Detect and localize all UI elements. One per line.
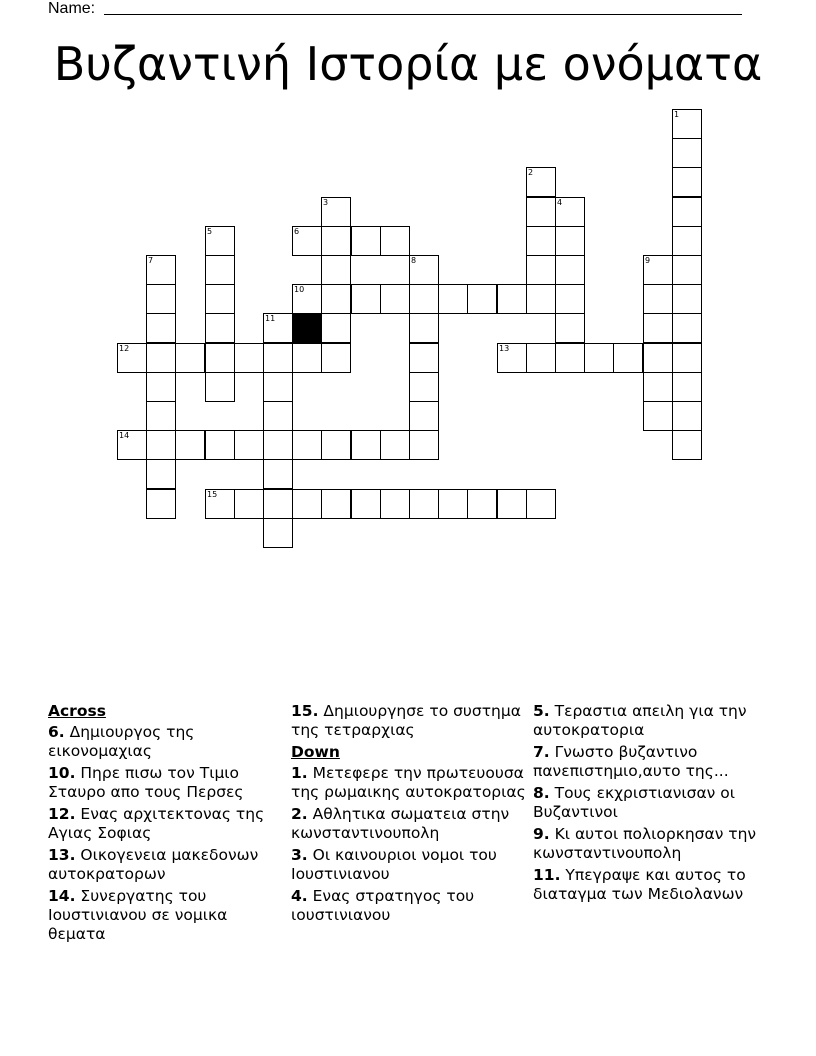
clue-number: 4. [291,887,308,905]
clue-number: 11. [533,866,561,884]
grid-cell[interactable] [146,313,176,343]
down-heading: Down [291,743,340,761]
clue-text: Γνωστο βυζαντινο πανεπιστημιο,αυτο της... [533,743,729,780]
clue-down-9 [533,825,773,863]
grid-cell[interactable] [438,489,468,519]
clue-number-label: 12 [119,344,130,353]
grid-cell[interactable] [321,255,351,285]
numbered-cell[interactable] [263,313,293,343]
numbered-cell[interactable] [409,255,439,285]
grid-cell[interactable] [672,284,702,314]
across-heading: Across [48,702,106,720]
clue-text: Υπεγραψε και αυτος το διαταγμα των Μεδιολανων [533,866,746,903]
numbered-cell[interactable] [205,489,235,519]
clue-text: Οι καινουριοι νομοι του Ιουστινιανου [291,846,497,883]
clue-down-3 [291,846,531,884]
grid-cell[interactable] [380,489,410,519]
clue-number-label: 3 [323,198,329,207]
grid-cell[interactable] [263,372,293,402]
puzzle-title: Βυζαντινή Ιστορία με ονόματα [53,37,763,91]
clue-number: 14. [48,887,76,905]
grid-cell[interactable] [643,401,673,431]
clue-number: 8. [533,784,550,802]
grid-cell[interactable] [526,226,556,256]
clues-column-2 [291,702,531,928]
clue-number: 15. [291,702,319,720]
grid-cell[interactable] [263,343,293,373]
grid-cell[interactable] [321,430,351,460]
clue-number: 9. [533,825,550,843]
clue-number: 13. [48,846,76,864]
numbered-cell[interactable] [555,197,585,227]
grid-cell[interactable] [526,343,556,373]
grid-cell[interactable] [351,430,381,460]
clue-text: Συνεργατης του Ιουστινιανου σε νομικα θεματα [48,887,228,943]
clue-number-label: 1 [674,110,680,119]
numbered-cell[interactable] [292,226,322,256]
clue-number: 7. [533,743,550,761]
clue-number: 10. [48,764,76,782]
grid-cell[interactable] [672,167,702,197]
grid-cell[interactable] [321,489,351,519]
grid-cell[interactable] [175,343,205,373]
clue-down-1 [291,764,531,802]
grid-cell[interactable] [351,489,381,519]
grid-cell[interactable] [234,430,264,460]
grid-cell[interactable] [321,226,351,256]
grid-cell[interactable] [497,284,527,314]
clue-down-5 [533,702,773,740]
clue-number: 2. [291,805,308,823]
grid-cell[interactable] [497,489,527,519]
clue-number-label: 6 [294,227,300,236]
grid-cell[interactable] [672,430,702,460]
grid-cell[interactable] [409,372,439,402]
grid-cell[interactable] [584,343,614,373]
clue-number-label: 14 [119,431,130,440]
grid-cell[interactable] [263,430,293,460]
clue-number: 12. [48,805,76,823]
grid-cell[interactable] [380,226,410,256]
numbered-cell[interactable] [146,255,176,285]
grid-cell[interactable] [409,430,439,460]
grid-cell[interactable] [672,313,702,343]
clue-text: Ενας αρχιτεκτονας της Αγιας Σοφιας [48,805,265,842]
grid-cell[interactable] [292,430,322,460]
grid-cell[interactable] [672,226,702,256]
clue-text: Μετεφερε την πρωτευουσα της ρωμαικης αυτοκρατοριας [291,764,526,801]
numbered-cell[interactable] [117,343,147,373]
clue-down-11 [533,866,773,904]
clue-across-10 [48,764,288,802]
clue-text: Δημιουργησε το συστημα της τετραρχιας [291,702,521,739]
grid-cell[interactable] [672,138,702,168]
grid-cell[interactable] [205,255,235,285]
grid-cell[interactable] [380,430,410,460]
grid-cell[interactable] [643,284,673,314]
grid-cell[interactable] [321,284,351,314]
grid-cell[interactable] [555,343,585,373]
grid-cell[interactable] [205,430,235,460]
numbered-cell[interactable] [497,343,527,373]
clue-across-12 [48,805,288,843]
grid-cell[interactable] [526,255,556,285]
grid-cell[interactable] [146,430,176,460]
grid-cell[interactable] [409,284,439,314]
clues-column-1 [48,702,288,947]
grid-cell[interactable] [351,226,381,256]
grid-cell[interactable] [292,343,322,373]
clues-column-3 [533,702,773,907]
clue-text: Ενας στρατηγος του ιουστινιανου [291,887,475,924]
grid-cell[interactable] [555,255,585,285]
grid-cell[interactable] [672,343,702,373]
grid-cell[interactable] [146,459,176,489]
numbered-cell[interactable] [321,197,351,227]
grid-cell[interactable] [409,343,439,373]
clue-number: 5. [533,702,550,720]
grid-cell[interactable] [555,313,585,343]
grid-cell[interactable] [292,489,322,519]
grid-cell[interactable] [263,459,293,489]
name-label: Name: [48,0,96,17]
clue-number-label: 15 [207,490,218,499]
numbered-cell[interactable] [205,226,235,256]
grid-cell[interactable] [380,284,410,314]
clue-across-15 [291,702,531,740]
grid-cell[interactable] [234,343,264,373]
grid-cell[interactable] [438,284,468,314]
numbered-cell[interactable] [292,284,322,314]
clue-down-2 [291,805,531,843]
clue-down-7 [533,743,773,781]
grid-cell[interactable] [409,313,439,343]
grid-cell[interactable] [146,284,176,314]
grid-cell[interactable] [263,401,293,431]
grid-cell[interactable] [321,313,351,343]
grid-cell[interactable] [672,255,702,285]
grid-cell[interactable] [351,284,381,314]
grid-cell[interactable] [613,343,643,373]
grid-cell[interactable] [526,284,556,314]
grid-cell[interactable] [672,401,702,431]
grid-cell[interactable] [205,284,235,314]
grid-cell[interactable] [555,226,585,256]
black-cell [292,313,322,343]
numbered-cell[interactable] [643,255,673,285]
grid-cell[interactable] [555,284,585,314]
clue-number-label: 8 [411,256,417,265]
grid-cell[interactable] [643,343,673,373]
numbered-cell[interactable] [672,109,702,139]
clue-number-label: 10 [294,285,305,294]
clue-number-label: 7 [148,256,154,265]
clue-text: Τους εκχριστιανισαν οι Βυζαντινοι [533,784,735,821]
clue-number-label: 13 [499,344,510,353]
grid-cell[interactable] [321,343,351,373]
grid-cell[interactable] [409,401,439,431]
clue-number-label: 5 [207,227,213,236]
clue-number-label: 2 [528,168,534,177]
clue-text: Πηρε πισω τον Τιμιο Σταυρο απο τους Περσες [48,764,244,801]
grid-cell[interactable] [234,489,264,519]
clue-number-label: 11 [265,314,276,323]
clue-across-14 [48,887,288,944]
grid-cell[interactable] [263,489,293,519]
clue-across-6 [48,723,288,761]
grid-cell[interactable] [409,489,439,519]
clue-down-8 [533,784,773,822]
grid-cell[interactable] [643,313,673,343]
grid-cell[interactable] [205,372,235,402]
grid-cell[interactable] [205,313,235,343]
clue-number-label: 4 [557,198,563,207]
clue-text: Δημιουργος της εικονομαχιας [48,723,195,760]
grid-cell[interactable] [263,518,293,548]
clue-text: Οικογενεια μακεδονων αυτοκρατορων [48,846,259,883]
grid-cell[interactable] [146,401,176,431]
clue-text: Κι αυτοι πολιορκησαν την κωνσταντινουπολη [533,825,757,862]
grid-cell[interactable] [175,430,205,460]
clue-text: Τεραστια απειλη για την αυτοκρατορια [533,702,747,739]
grid-cell[interactable] [672,197,702,227]
grid-cell[interactable] [146,343,176,373]
grid-cell[interactable] [526,489,556,519]
numbered-cell[interactable] [526,167,556,197]
grid-cell[interactable] [205,343,235,373]
grid-cell[interactable] [643,372,673,402]
clue-number: 1. [291,764,308,782]
grid-cell[interactable] [146,489,176,519]
clue-down-4 [291,887,531,925]
grid-cell[interactable] [146,372,176,402]
grid-cell[interactable] [526,197,556,227]
grid-cell[interactable] [467,489,497,519]
clue-number: 3. [291,846,308,864]
grid-cell[interactable] [672,372,702,402]
clue-number-label: 9 [645,256,651,265]
grid-cell[interactable] [467,284,497,314]
numbered-cell[interactable] [117,430,147,460]
clue-text: Αθλητικα σωματεια στην κωνσταντινουπολη [291,805,510,842]
clue-number: 6. [48,723,65,741]
clue-across-13 [48,846,288,884]
